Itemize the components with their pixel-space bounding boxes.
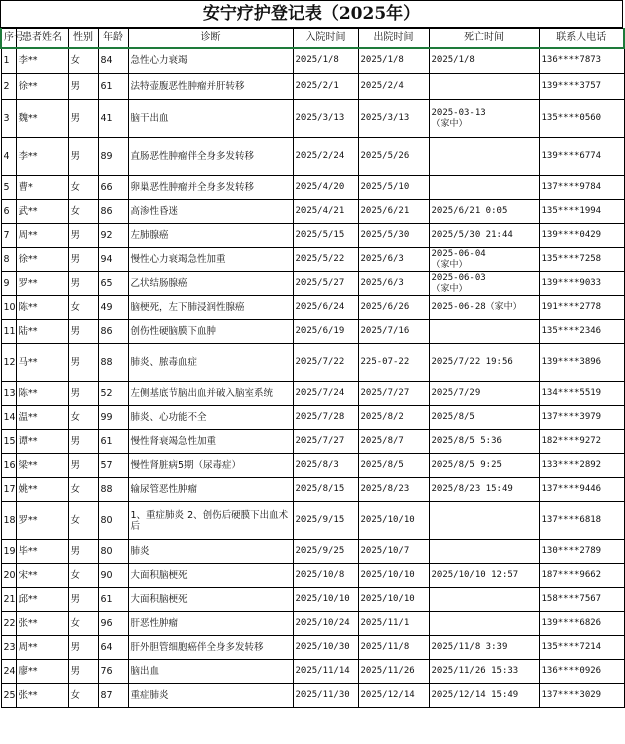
seq-cell[interactable]: 8 [1,248,16,272]
seq-cell[interactable]: 7 [1,224,16,248]
discharge-cell[interactable]: 2025/10/10 [358,502,429,540]
table-row [1,540,624,564]
diagnosis-cell[interactable]: 脑梗死，左下肺浸润性腺癌 [128,296,293,320]
gender-cell[interactable]: 女 [68,176,98,200]
age-cell[interactable]: 61 [98,74,128,100]
phone-cell[interactable]: 187****9662 [539,564,624,588]
admission-cell[interactable]: 2025/7/24 [293,382,358,406]
column-header-name[interactable]: 患者姓名 [16,29,68,48]
phone-cell[interactable]: 137****3029 [539,684,624,708]
gender-cell[interactable]: 男 [68,272,98,296]
discharge-cell[interactable]: 2025/2/4 [358,74,429,100]
death-cell[interactable]: 2025/8/5 5:36 [429,430,539,454]
name-cell[interactable]: 温** [16,406,68,430]
phone-cell[interactable]: 139****3757 [539,74,624,100]
diagnosis-cell[interactable]: 肝外胆管细胞癌伴全身多发转移 [128,636,293,660]
diagnosis-cell[interactable]: 慢性心力衰竭急性加重 [128,248,293,272]
death-cell[interactable]: 2025/11/26 15:33 [429,660,539,684]
discharge-cell[interactable]: 2025/11/1 [358,612,429,636]
admission-cell[interactable]: 2025/11/14 [293,660,358,684]
table-row [1,296,624,320]
gender-cell[interactable]: 男 [68,588,98,612]
admission-cell[interactable]: 2025/8/15 [293,478,358,502]
phone-cell[interactable]: 139****0429 [539,224,624,248]
seq-cell[interactable]: 2 [1,74,16,100]
death-cell[interactable]: 2025/8/23 15:49 [429,478,539,502]
table-row [1,176,624,200]
column-header-discharge[interactable]: 出院时间 [358,29,429,48]
table-row [1,272,624,296]
age-cell[interactable]: 86 [98,200,128,224]
diagnosis-cell[interactable]: 脑干出血 [128,100,293,138]
phone-cell[interactable]: 139****9033 [539,272,624,296]
table-row [1,406,624,430]
gender-cell[interactable]: 男 [68,660,98,684]
phone-cell[interactable]: 191****2778 [539,296,624,320]
gender-cell[interactable]: 男 [68,138,98,176]
column-header-gender[interactable]: 性别 [68,29,98,48]
admission-cell[interactable]: 2025/11/30 [293,684,358,708]
name-cell[interactable]: 张** [16,684,68,708]
table-row [1,588,624,612]
age-cell[interactable]: 64 [98,636,128,660]
death-cell[interactable]: 2025-03-13 （家中） [429,100,539,138]
death-cell[interactable] [429,320,539,344]
seq-cell[interactable]: 20 [1,564,16,588]
name-cell[interactable]: 廖** [16,660,68,684]
seq-cell[interactable]: 25 [1,684,16,708]
seq-cell[interactable]: 13 [1,382,16,406]
gender-cell[interactable]: 男 [68,430,98,454]
diagnosis-cell[interactable]: 大面积脑梗死 [128,588,293,612]
gender-cell[interactable]: 男 [68,636,98,660]
seq-cell[interactable]: 6 [1,200,16,224]
diagnosis-cell[interactable]: 直肠恶性肿瘤伴全身多发转移 [128,138,293,176]
admission-cell[interactable]: 2025/10/24 [293,612,358,636]
name-cell[interactable]: 毕** [16,540,68,564]
table-row [1,248,624,272]
age-cell[interactable]: 76 [98,660,128,684]
age-cell[interactable]: 57 [98,454,128,478]
discharge-cell[interactable]: 2025/8/7 [358,430,429,454]
age-cell[interactable]: 65 [98,272,128,296]
seq-cell[interactable]: 4 [1,138,16,176]
diagnosis-cell[interactable]: 慢性肾脏病5期（尿毒症） [128,454,293,478]
seq-cell[interactable]: 21 [1,588,16,612]
phone-cell[interactable]: 135****0560 [539,100,624,138]
seq-cell[interactable]: 19 [1,540,16,564]
age-cell[interactable]: 89 [98,138,128,176]
table-row [1,138,624,176]
diagnosis-cell[interactable]: 乙状结肠腺癌 [128,272,293,296]
table-row [1,684,624,708]
death-cell[interactable]: 2025/7/22 19:56 [429,344,539,382]
phone-cell[interactable]: 137****9446 [539,478,624,502]
diagnosis-cell[interactable]: 肺炎、脓毒血症 [128,344,293,382]
gender-cell[interactable]: 男 [68,320,98,344]
age-cell[interactable]: 49 [98,296,128,320]
admission-cell[interactable]: 2025/6/24 [293,296,358,320]
gender-cell[interactable]: 女 [68,48,98,74]
column-header-death[interactable]: 死亡时间 [429,29,539,48]
admission-cell[interactable]: 2025/8/3 [293,454,358,478]
diagnosis-cell[interactable]: 1、重症肺炎 2、创伤后硬膜下出血术后 [128,502,293,540]
column-header-admission[interactable]: 入院时间 [293,29,358,48]
admission-cell[interactable]: 2025/1/8 [293,48,358,74]
diagnosis-cell[interactable]: 大面积脑梗死 [128,564,293,588]
seq-cell[interactable]: 14 [1,406,16,430]
age-cell[interactable]: 90 [98,564,128,588]
age-cell[interactable]: 84 [98,48,128,74]
discharge-cell[interactable]: 2025/6/26 [358,296,429,320]
discharge-cell[interactable]: 2025/3/13 [358,100,429,138]
diagnosis-cell[interactable]: 肺炎 [128,540,293,564]
gender-cell[interactable]: 女 [68,684,98,708]
age-cell[interactable]: 99 [98,406,128,430]
phone-cell[interactable]: 137****6818 [539,502,624,540]
phone-cell[interactable]: 139****6774 [539,138,624,176]
phone-cell[interactable]: 134****5519 [539,382,624,406]
column-header-phone[interactable]: 联系人电话 [539,29,624,48]
seq-cell[interactable]: 5 [1,176,16,200]
age-cell[interactable]: 96 [98,612,128,636]
name-cell[interactable]: 罗** [16,502,68,540]
admission-cell[interactable]: 2025/2/1 [293,74,358,100]
diagnosis-cell[interactable]: 慢性肾衰竭急性加重 [128,430,293,454]
death-cell[interactable]: 2025-06-04 （家中） [429,248,539,272]
seq-cell[interactable]: 24 [1,660,16,684]
admission-cell[interactable]: 2025/5/22 [293,248,358,272]
name-cell[interactable]: 谭** [16,430,68,454]
seq-cell[interactable]: 9 [1,272,16,296]
discharge-cell[interactable]: 2025/8/5 [358,454,429,478]
death-cell[interactable]: 2025/8/5 9:25 [429,454,539,478]
death-cell[interactable]: 2025/11/8 3:39 [429,636,539,660]
discharge-cell[interactable]: 225-07-22 [358,344,429,382]
age-cell[interactable]: 86 [98,320,128,344]
gender-cell[interactable]: 女 [68,478,98,502]
admission-cell[interactable]: 2025/7/27 [293,430,358,454]
age-cell[interactable]: 61 [98,588,128,612]
gender-cell[interactable]: 男 [68,382,98,406]
phone-cell[interactable]: 135****2346 [539,320,624,344]
diagnosis-cell[interactable]: 肝恶性肿瘤 [128,612,293,636]
name-cell[interactable]: 徐** [16,248,68,272]
age-cell[interactable]: 61 [98,430,128,454]
seq-cell[interactable]: 18 [1,502,16,540]
discharge-cell[interactable]: 2025/5/30 [358,224,429,248]
death-cell[interactable] [429,502,539,540]
sheet-title: 安宁疗护登记表（2025年） [0,0,623,28]
phone-cell[interactable]: 133****2892 [539,454,624,478]
diagnosis-cell[interactable]: 重症肺炎 [128,684,293,708]
phone-cell[interactable]: 139****3896 [539,344,624,382]
seq-cell[interactable]: 12 [1,344,16,382]
phone-cell[interactable]: 182****9272 [539,430,624,454]
column-header-diagnosis[interactable]: 诊断 [128,29,293,48]
table-row [1,200,624,224]
death-cell[interactable]: 2025/7/29 [429,382,539,406]
death-cell[interactable]: 2025/5/30 21:44 [429,224,539,248]
admission-cell[interactable]: 2025/2/24 [293,138,358,176]
discharge-cell[interactable]: 2025/5/10 [358,176,429,200]
discharge-cell[interactable]: 2025/10/7 [358,540,429,564]
table-row [1,48,624,74]
name-cell[interactable]: 武** [16,200,68,224]
discharge-cell[interactable]: 2025/5/26 [358,138,429,176]
gender-cell[interactable]: 男 [68,248,98,272]
seq-cell[interactable]: 11 [1,320,16,344]
discharge-cell[interactable]: 2025/8/23 [358,478,429,502]
phone-cell[interactable]: 135****7258 [539,248,624,272]
name-cell[interactable]: 姚** [16,478,68,502]
discharge-cell[interactable]: 2025/8/2 [358,406,429,430]
name-cell[interactable]: 陆** [16,320,68,344]
admission-cell[interactable]: 2025/9/15 [293,502,358,540]
seq-cell[interactable]: 23 [1,636,16,660]
discharge-cell[interactable]: 2025/12/14 [358,684,429,708]
seq-cell[interactable]: 15 [1,430,16,454]
table-row [1,502,624,540]
discharge-cell[interactable]: 2025/1/8 [358,48,429,74]
name-cell[interactable]: 李** [16,138,68,176]
admission-cell[interactable]: 2025/4/20 [293,176,358,200]
age-cell[interactable]: 88 [98,344,128,382]
gender-cell[interactable]: 女 [68,502,98,540]
diagnosis-cell[interactable]: 左肺腺癌 [128,224,293,248]
name-cell[interactable]: 周** [16,636,68,660]
admission-cell[interactable]: 2025/9/25 [293,540,358,564]
admission-cell[interactable]: 2025/10/8 [293,564,358,588]
gender-cell[interactable]: 女 [68,612,98,636]
death-cell[interactable] [429,612,539,636]
admission-cell[interactable]: 2025/5/27 [293,272,358,296]
death-cell[interactable]: 2025/6/21 0:05 [429,200,539,224]
table-body [1,48,624,708]
phone-cell[interactable]: 137****9784 [539,176,624,200]
name-cell[interactable]: 邱** [16,588,68,612]
name-cell[interactable]: 罗** [16,272,68,296]
gender-cell[interactable]: 男 [68,100,98,138]
table-row [1,224,624,248]
age-cell[interactable]: 52 [98,382,128,406]
discharge-cell[interactable]: 2025/10/10 [358,588,429,612]
name-cell[interactable]: 梁** [16,454,68,478]
death-cell[interactable]: 2025/10/10 12:57 [429,564,539,588]
phone-cell[interactable]: 135****7214 [539,636,624,660]
registration-table [0,28,625,708]
discharge-cell[interactable]: 2025/11/8 [358,636,429,660]
age-cell[interactable]: 88 [98,478,128,502]
table-row [1,660,624,684]
admission-cell[interactable]: 2025/6/19 [293,320,358,344]
name-cell[interactable]: 张** [16,612,68,636]
seq-cell[interactable]: 1 [1,48,16,74]
seq-cell[interactable]: 16 [1,454,16,478]
gender-cell[interactable]: 女 [68,406,98,430]
admission-cell[interactable]: 2025/4/21 [293,200,358,224]
phone-cell[interactable]: 136****7873 [539,48,624,74]
gender-cell[interactable]: 女 [68,200,98,224]
discharge-cell[interactable]: 2025/10/10 [358,564,429,588]
diagnosis-cell[interactable]: 输尿管恶性肿瘤 [128,478,293,502]
death-cell[interactable]: 2025-06-03 （家中） [429,272,539,296]
death-cell[interactable] [429,540,539,564]
table-row [1,636,624,660]
diagnosis-cell[interactable]: 卵巢恶性肿瘤并全身多发转移 [128,176,293,200]
name-cell[interactable]: 陈** [16,296,68,320]
death-cell[interactable]: 2025-06-28（家中） [429,296,539,320]
seq-cell[interactable]: 17 [1,478,16,502]
death-cell[interactable] [429,176,539,200]
diagnosis-cell[interactable]: 左侧基底节脑出血并破入脑室系统 [128,382,293,406]
gender-cell[interactable]: 男 [68,540,98,564]
table-row [1,564,624,588]
death-cell[interactable] [429,74,539,100]
admission-cell[interactable]: 2025/10/30 [293,636,358,660]
seq-cell[interactable]: 10 [1,296,16,320]
diagnosis-cell[interactable]: 急性心力衰竭 [128,48,293,74]
name-cell[interactable]: 宋** [16,564,68,588]
column-header-seq[interactable]: 序号 [1,29,16,48]
phone-cell[interactable]: 135****1994 [539,200,624,224]
name-cell[interactable]: 马** [16,344,68,382]
phone-cell[interactable]: 130****2789 [539,540,624,564]
discharge-cell[interactable]: 2025/11/26 [358,660,429,684]
diagnosis-cell[interactable]: 高渗性昏迷 [128,200,293,224]
age-cell[interactable]: 80 [98,502,128,540]
death-cell[interactable]: 2025/8/5 [429,406,539,430]
gender-cell[interactable]: 女 [68,296,98,320]
name-cell[interactable]: 周** [16,224,68,248]
diagnosis-cell[interactable]: 法特壶腹恶性肿瘤并肝转移 [128,74,293,100]
discharge-cell[interactable]: 2025/7/27 [358,382,429,406]
gender-cell[interactable]: 女 [68,564,98,588]
discharge-cell[interactable]: 2025/7/16 [358,320,429,344]
diagnosis-cell[interactable]: 创伤性硬脑膜下血肿 [128,320,293,344]
table-row [1,454,624,478]
gender-cell[interactable]: 男 [68,74,98,100]
admission-cell[interactable]: 2025/5/15 [293,224,358,248]
age-cell[interactable]: 94 [98,248,128,272]
age-cell[interactable]: 41 [98,100,128,138]
table-row [1,100,624,138]
diagnosis-cell[interactable]: 脑出血 [128,660,293,684]
table-row [1,612,624,636]
name-cell[interactable]: 李** [16,48,68,74]
seq-cell[interactable]: 22 [1,612,16,636]
death-cell[interactable] [429,588,539,612]
age-cell[interactable]: 87 [98,684,128,708]
death-cell[interactable]: 2025/1/8 [429,48,539,74]
phone-cell[interactable]: 139****6826 [539,612,624,636]
age-cell[interactable]: 66 [98,176,128,200]
death-cell[interactable]: 2025/12/14 15:49 [429,684,539,708]
column-header-age[interactable]: 年龄 [98,29,128,48]
table-row [1,344,624,382]
phone-cell[interactable]: 137****3979 [539,406,624,430]
discharge-cell[interactable]: 2025/6/3 [358,272,429,296]
age-cell[interactable]: 80 [98,540,128,564]
table-row [1,478,624,502]
admission-cell[interactable]: 2025/10/10 [293,588,358,612]
gender-cell[interactable]: 男 [68,344,98,382]
table-row [1,320,624,344]
name-cell[interactable]: 魏** [16,100,68,138]
name-cell[interactable]: 曹* [16,176,68,200]
death-cell[interactable] [429,138,539,176]
table-row [1,74,624,100]
seq-cell[interactable]: 3 [1,100,16,138]
gender-cell[interactable]: 男 [68,224,98,248]
header-row [1,29,624,48]
gender-cell[interactable]: 男 [68,454,98,478]
discharge-cell[interactable]: 2025/6/3 [358,248,429,272]
table-row [1,382,624,406]
name-cell[interactable]: 徐** [16,74,68,100]
phone-cell[interactable]: 136****0926 [539,660,624,684]
diagnosis-cell[interactable]: 肺炎、心功能不全 [128,406,293,430]
discharge-cell[interactable]: 2025/6/21 [358,200,429,224]
admission-cell[interactable]: 2025/3/13 [293,100,358,138]
table-row [1,430,624,454]
admission-cell[interactable]: 2025/7/28 [293,406,358,430]
age-cell[interactable]: 92 [98,224,128,248]
name-cell[interactable]: 陈** [16,382,68,406]
phone-cell[interactable]: 158****7567 [539,588,624,612]
admission-cell[interactable]: 2025/7/22 [293,344,358,382]
